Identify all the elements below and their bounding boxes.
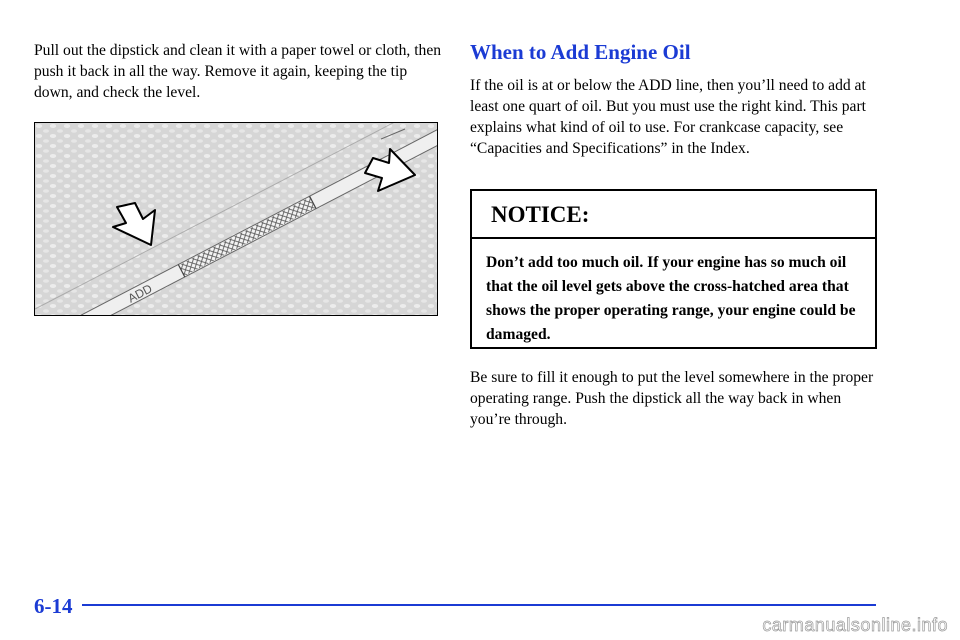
notice-body: Don’t add too much oil. If your engine has so much oil that the oil level gets above the cross-hatched area that shows the proper operating range, your engine could be damaged. — [486, 254, 856, 343]
dipstick-add-label: ADD — [125, 281, 155, 306]
footer-rule — [82, 604, 876, 606]
intro-paragraph: If the oil is at or below the ADD line, then you’ll need to add at least one quart of oil. But you must use the right kind. This part explains what kind of oil to use. For crankcase capacity, see “Capacities and Specifications” in the Index. — [470, 77, 867, 157]
section-heading: When to Add Engine Oil — [470, 40, 691, 64]
watermark: carmanualsonline.info — [762, 615, 948, 635]
notice-box — [470, 189, 877, 349]
after-notice-text — [470, 367, 880, 430]
notice-title: NOTICE: — [472, 191, 875, 239]
page-number: 6-14 — [34, 594, 73, 618]
right-column — [470, 40, 880, 159]
paper-towel-background — [35, 123, 438, 316]
left-column — [34, 40, 444, 103]
fill-instructions: Be sure to fill it enough to put the level somewhere in the proper operating range. Push the dipstick all the way back in when you’re through. — [470, 369, 874, 428]
dipstick-instructions: Pull out the dipstick and clean it with a paper towel or cloth, then push it back in all the way. Remove it again, keeping the tip down, and check the level. — [34, 42, 442, 101]
dipstick-figure — [34, 122, 438, 316]
dipstick-illustration — [35, 123, 438, 316]
